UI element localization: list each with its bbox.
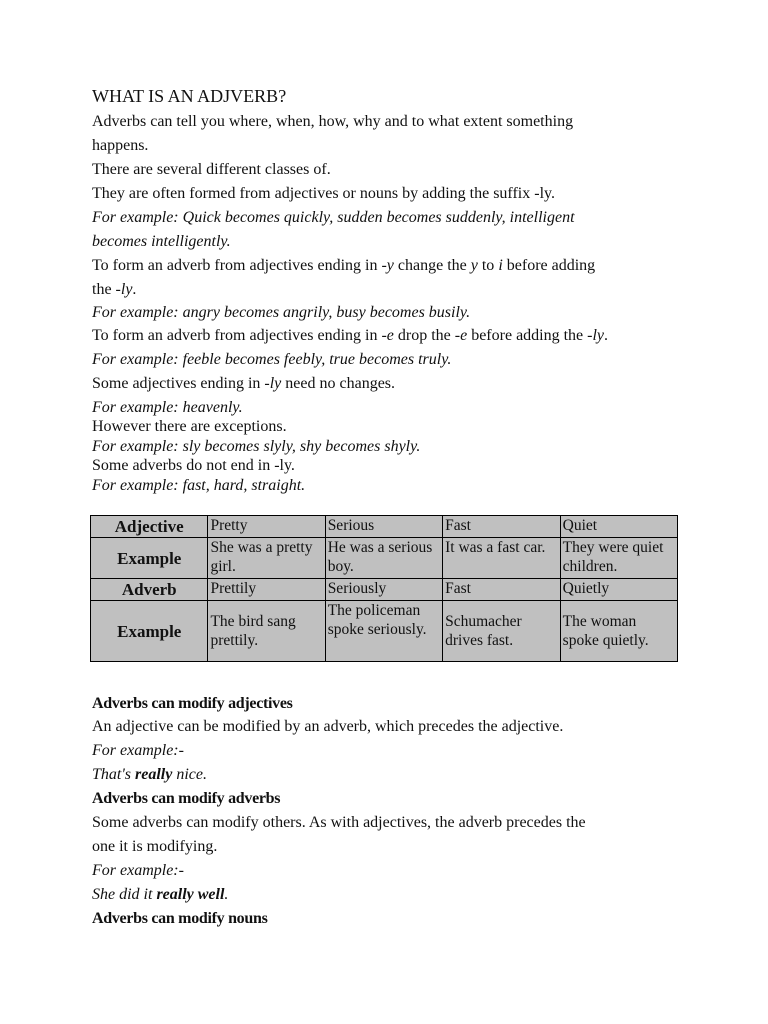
example-quick: For example: Quick becomes quickly, sudden becomes suddenly, intelligent: [92, 209, 575, 226]
table-cell: Pretty: [208, 516, 325, 538]
text-span: y: [470, 257, 478, 274]
text-span: That's: [92, 766, 135, 783]
text-span: nice.: [172, 766, 207, 783]
table-cell: The bird sang prettily.: [208, 601, 325, 662]
text-span: -ly: [587, 327, 605, 344]
section-heading-adverbs: Adverbs can modify adverbs: [92, 790, 281, 807]
table-row: [91, 579, 678, 601]
table-cell: The woman spoke quietly.: [560, 601, 677, 662]
table-cell: He was a serious boy.: [325, 538, 442, 579]
table-cell: She was a pretty girl.: [208, 538, 325, 579]
example-fast: For example: fast, hard, straight.: [92, 477, 306, 494]
text-span: -e: [381, 327, 394, 344]
example-angry: For example: angry becomes angrily, busy becomes busily.: [92, 304, 471, 321]
example-quick-cont: becomes intelligently.: [92, 233, 231, 250]
example-feeble: For example: feeble becomes feebly, true becomes truly.: [92, 351, 452, 368]
rule-e-line: [92, 326, 608, 346]
table-row: [91, 601, 678, 662]
table-cell: The policeman spoke seriously.: [325, 601, 442, 662]
section-heading-nouns: Adverbs can modify nouns: [92, 910, 268, 927]
adverb-table: [90, 515, 678, 662]
section-text-adjectives: An adjective can be modified by an adverb, which precedes the adjective.: [92, 718, 564, 735]
rule-y-line: [92, 256, 595, 276]
text-span: To form an adverb from adjectives ending in: [92, 257, 382, 274]
table-cell: Quietly: [560, 579, 677, 601]
intro-line-4: They are often formed from adjectives or nouns by adding the suffix -ly.: [92, 185, 555, 202]
text-span: before adding the: [467, 327, 588, 344]
intro-line-3: There are several different classes of.: [92, 161, 331, 178]
table-row: [91, 538, 678, 579]
text-span: the: [92, 281, 116, 298]
intro-line-2: happens.: [92, 137, 149, 154]
row-header-example: Example: [91, 538, 208, 579]
exceptions-line: However there are exceptions.: [92, 418, 287, 435]
example-heavenly: For example: heavenly.: [92, 399, 243, 416]
row-header-example: Example: [91, 601, 208, 662]
text-span: .: [604, 327, 609, 344]
row-header-adjective: Adjective: [91, 516, 208, 538]
table-cell: Seriously: [325, 579, 442, 601]
page-title: WHAT IS AN ADJVERB?: [92, 86, 287, 106]
table-cell: Prettily: [208, 579, 325, 601]
no-ly-line: Some adverbs do not end in -ly.: [92, 457, 295, 474]
text-span: before adding: [502, 257, 596, 274]
table-cell: Fast: [443, 579, 561, 601]
text-span: -y: [381, 257, 394, 274]
rule-ly-line: [92, 374, 395, 394]
example-really-nice: [92, 765, 207, 785]
text-span: i: [498, 257, 503, 274]
intro-line-1: Adverbs can tell you where, when, how, why and to what extent something: [92, 113, 574, 130]
rule-y-line-cont: [92, 280, 136, 300]
example-really-well: [92, 885, 228, 905]
section-text-adverbs-1: Some adverbs can modify others. As with adjectives, the adverb precedes the: [92, 814, 586, 831]
table-cell: It was a fast car.: [443, 538, 561, 579]
table-cell: Fast: [443, 516, 561, 538]
table-row: [91, 516, 678, 538]
text-span: change the: [393, 257, 471, 274]
text-span: drop the: [393, 327, 455, 344]
table-cell: Serious: [325, 516, 442, 538]
text-span: -ly: [115, 281, 133, 298]
text-span: to: [477, 257, 499, 274]
example-label: For example:-: [92, 742, 184, 759]
text-span: .: [132, 281, 137, 298]
text-span: need no changes.: [281, 375, 396, 392]
emphasis: really well: [156, 886, 225, 903]
table-cell: Quiet: [560, 516, 677, 538]
emphasis: really: [135, 766, 173, 783]
table-cell: Schumacher drives fast.: [443, 601, 561, 662]
example-sly: For example: sly becomes slyly, shy becomes shyly.: [92, 438, 421, 455]
section-text-adverbs-2: one it is modifying.: [92, 838, 218, 855]
text-span: -e: [454, 327, 468, 344]
text-span: She did it: [92, 886, 157, 903]
row-header-adverb: Adverb: [91, 579, 208, 601]
text-span: Some adjectives ending in: [92, 375, 265, 392]
text-span: -ly: [264, 375, 282, 392]
table-cell: They were quiet children.: [560, 538, 677, 579]
text-span: To form an adverb from adjectives ending in: [92, 327, 382, 344]
text-span: .: [224, 886, 229, 903]
section-heading-adjectives: Adverbs can modify adjectives: [92, 695, 293, 712]
example-label: For example:-: [92, 862, 184, 879]
